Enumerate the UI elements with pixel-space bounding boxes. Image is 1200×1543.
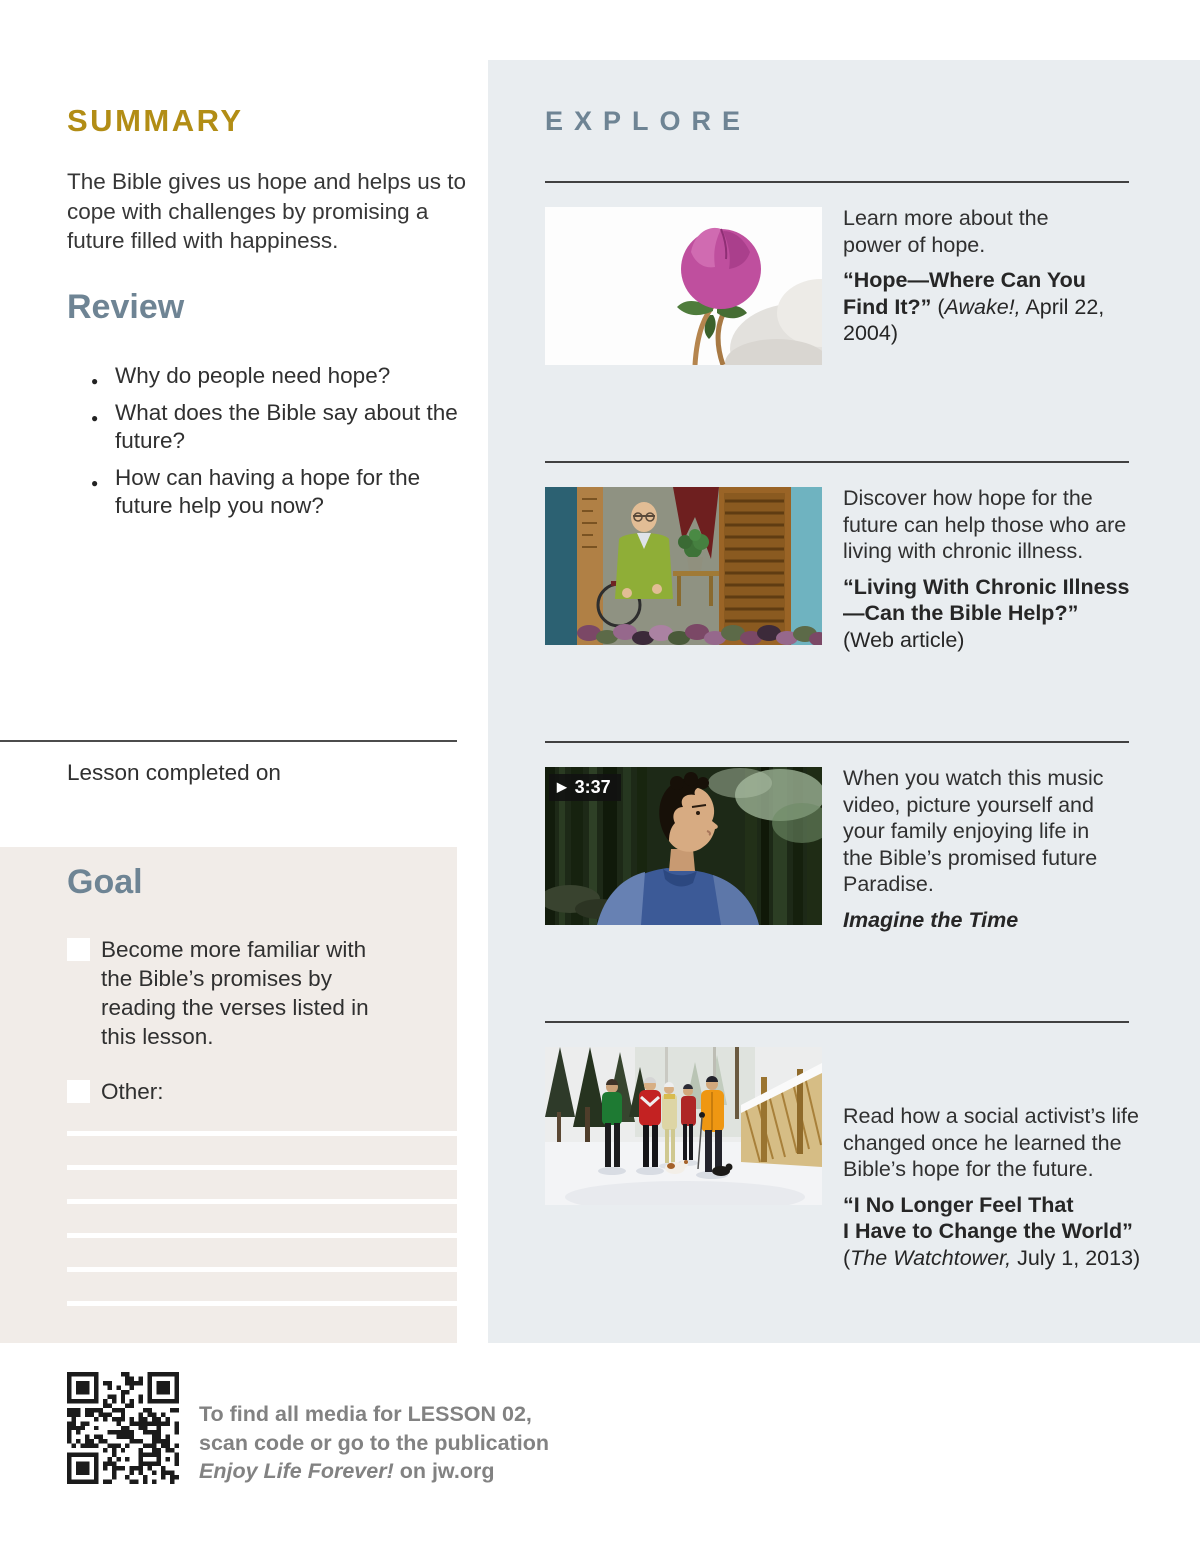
explore-item-text: [843, 765, 1145, 933]
article-title-link[interactable]: [843, 1192, 1145, 1272]
play-icon: ▶: [557, 780, 567, 794]
checkbox[interactable]: [67, 938, 90, 961]
writing-line[interactable]: [67, 1301, 457, 1306]
article-title-line: I Have to Change the World”: [843, 1219, 1133, 1243]
explore-item-text: [843, 1103, 1145, 1271]
item-divider: [545, 181, 1129, 183]
explore-item-text: [843, 205, 1145, 347]
item-description: When you watch this music video, picture yourself and your family enjoying life in the Bible’s promised future Paradise.: [843, 766, 1104, 896]
family-winter-walk-photo: [545, 1047, 822, 1205]
review-question-list: [67, 362, 459, 529]
article-title-line: Find It?” (Awake!, April 22, 2004): [843, 294, 1105, 345]
qr-caption-line: To find all media for LESSON 02,: [199, 1402, 532, 1426]
item-divider: [545, 461, 1129, 463]
qr-caption-line: scan code or go to the publication: [199, 1430, 549, 1455]
publication-title: Enjoy Life Forever!: [199, 1459, 394, 1483]
qr-code: [67, 1372, 179, 1484]
explore-panel: [488, 60, 1200, 1343]
article-title-line: “Hope—Where Can You: [843, 268, 1086, 292]
item-description: Read how a social activist’s life changed once he learned the Bible’s hope for the future.: [843, 1104, 1139, 1181]
article-title-line: —Can the Bible Help?”: [843, 601, 1079, 625]
article-title-link[interactable]: [843, 574, 1145, 654]
article-thumbnail-chronic-illness[interactable]: [545, 487, 822, 645]
qr-caption-line: [199, 1457, 549, 1486]
item-description: Discover how hope for the future can help those who are living with chronic illness.: [843, 486, 1127, 563]
qr-footer: [67, 1372, 549, 1486]
pink-flower-photo: [545, 207, 822, 365]
publication-name: Awake!,: [944, 294, 1021, 319]
review-heading: Review: [67, 288, 185, 326]
video-thumbnail[interactable]: [545, 767, 822, 925]
goal-heading: Goal: [67, 863, 143, 901]
qr-caption: [199, 1372, 549, 1486]
explore-item-text: [843, 485, 1145, 653]
goal-checkbox-item: [67, 935, 389, 1051]
publication-name: The Watchtower,: [850, 1245, 1012, 1270]
item-description: Learn more about the power of hope.: [843, 206, 1049, 257]
writing-line[interactable]: [67, 1233, 457, 1238]
review-question: ● What does the Bible say about the future?: [67, 399, 459, 456]
article-thumbnail-flower[interactable]: [545, 207, 822, 365]
summary-paragraph: The Bible gives us hope and helps us to cope with challenges by promising a future filled with happiness.: [67, 169, 467, 253]
writing-line[interactable]: [67, 1131, 457, 1136]
explore-heading: EXPLORE: [545, 106, 752, 136]
goal-checkbox-item: [67, 1077, 389, 1106]
video-duration-badge: [549, 774, 621, 801]
article-thumbnail-winter-walk[interactable]: [545, 1047, 822, 1205]
video-title-link[interactable]: Imagine the Time: [843, 907, 1019, 932]
writing-line[interactable]: [67, 1267, 457, 1272]
review-question: ● Why do people need hope?: [67, 362, 459, 391]
video-duration: 3:37: [574, 777, 611, 797]
article-title-line: “Living With Chronic Illness: [843, 574, 1130, 599]
man-wheelchair-window-photo: [545, 487, 822, 645]
review-question: ● How can having a hope for the future help you now?: [67, 464, 459, 521]
goal-item-label: Become more familiar with the Bible’s promises by reading the verses listed in this lesson.: [101, 937, 369, 1049]
summary-heading: SUMMARY: [67, 103, 244, 138]
qr-caption-rest: on jw.org: [393, 1459, 495, 1483]
divider-line: [0, 740, 457, 742]
writing-line[interactable]: [67, 1165, 457, 1170]
article-source: (Web article): [843, 627, 965, 652]
item-divider: [545, 1021, 1129, 1023]
article-source: (The Watchtower, July 1, 2013): [843, 1245, 1141, 1270]
goal-item-label: Other:: [101, 1079, 164, 1104]
checkbox[interactable]: [67, 1080, 90, 1103]
goal-panel: [0, 847, 457, 1343]
lesson-completed-label: Lesson completed on: [67, 760, 281, 785]
writing-line[interactable]: [67, 1199, 457, 1204]
article-title-line: “I No Longer Feel That: [843, 1192, 1074, 1217]
article-title-link[interactable]: [843, 267, 1145, 347]
item-divider: [545, 741, 1129, 743]
